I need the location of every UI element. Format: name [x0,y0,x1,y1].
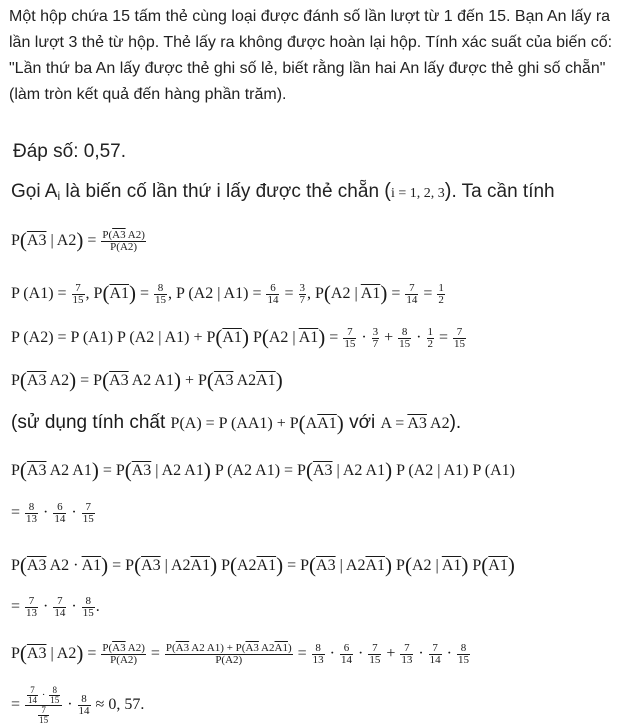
note-middle: với [343,412,381,433]
formula-line-6: = $\frac{8}{13}$ · $\frac{6}{14}$ · $\frac{7}{15}$ [11,501,94,525]
note-suffix: ). [449,412,462,433]
property-note: (sử dụng tính chất P(A) = P (AA1) + P(AA1) với A = A3 A2). [11,411,462,435]
formula-line-4: P(A3 A2) = P(A3 A2 A1) + P(A3 A2A1) [11,368,283,392]
formula-line-8: = $\frac{7}{13}$ · $\frac{7}{14}$ · $\frac{8}{15}$ . [11,595,100,619]
answer-line: Đáp số: 0,57. [13,141,127,162]
intro-subscript: i [57,189,61,203]
formula-line-7: P(A3 A2 · A1) = P(A3 | A2A1) P(A2A1) = P(A3 | A2A1) P(A2 | A1) P(A1) [11,553,515,577]
intro-prefix: Gọi A [11,181,58,202]
formula-line-1: P(A3 | A2) = $\frac{P(A3 A2)}{P(A2)}$ [11,228,145,253]
intro-suffix: . Ta cần tính [451,181,555,202]
intro-middle: là biến cố lần thứ i lấy được thẻ chẵn [60,181,385,202]
problem-statement: Một hộp chứa 15 tấm thẻ cùng loại được đánh số lần lượt từ 1 đến 15. Bạn An lấy ra lần lượt 3 thẻ từ hộp. Thẻ lấy ra không được hoàn lại hộp. Tính xác suất của biến cố: "Lần thứ ba An lấy được thẻ ghi số lẻ, biết rằng lần hai An lấy được thẻ ghi số chẵn" (làm tròn kết quả đến hàng phần trăm). [9,8,613,103]
formula-line-2: P (A1) = $\frac{7}{15}$ , P(A1) = $\frac{8}{15}$ , P (A2 | A1) = $\frac{6}{14}$ = $\frac{3}{7}$ , P(A2 | A1) = $\frac{7}{14}$ = $\frac{1}{2}$ [11,281,444,306]
note-prefix: (sử dụng tính chất [11,412,171,433]
formula-line-9: P(A3 | A2) = $\frac{P(A3 A2)}{P(A2)}$ = $\frac{P(A3 A2 A1) + P(A3 A2A1)}{P(A2)}$ = $\frac{8}{13}$ · $\frac{6}{14}$ · $\frac{7}{15}$ + $\frac{7}{13}$ · $\frac{7}{14}$ · $\frac{8}{15}$ [11,641,469,666]
intro-range: i = 1, 2, 3 [390,186,445,201]
formula-line-10: = $\frac{7}{14}$ · $\frac{8}{15}$ $\frac{7}{15}$ · $\frac{8}{14}$ ≈ 0, 57. [11,685,145,725]
solution-intro: Gọi $A_i$ là biến cố lần thứ i lấy được thẻ chẵn (i = 1, 2, 3). Ta cần tính [11,180,555,203]
formula-line-5: P(A3 A2 A1) = P(A3 | A2 A1) P (A2 A1) = P(A3 | A2 A1) P (A2 | A1) P (A1) [11,458,515,482]
formula-line-3: P (A2) = P (A1) P (A2 | A1) + P(A1) P(A2 | A1) = $\frac{7}{15}$ · $\frac{3}{7}$ + $\frac{8}{15}$ · $\frac{1}{2}$ = $\frac{7}{15}$ [11,325,466,350]
